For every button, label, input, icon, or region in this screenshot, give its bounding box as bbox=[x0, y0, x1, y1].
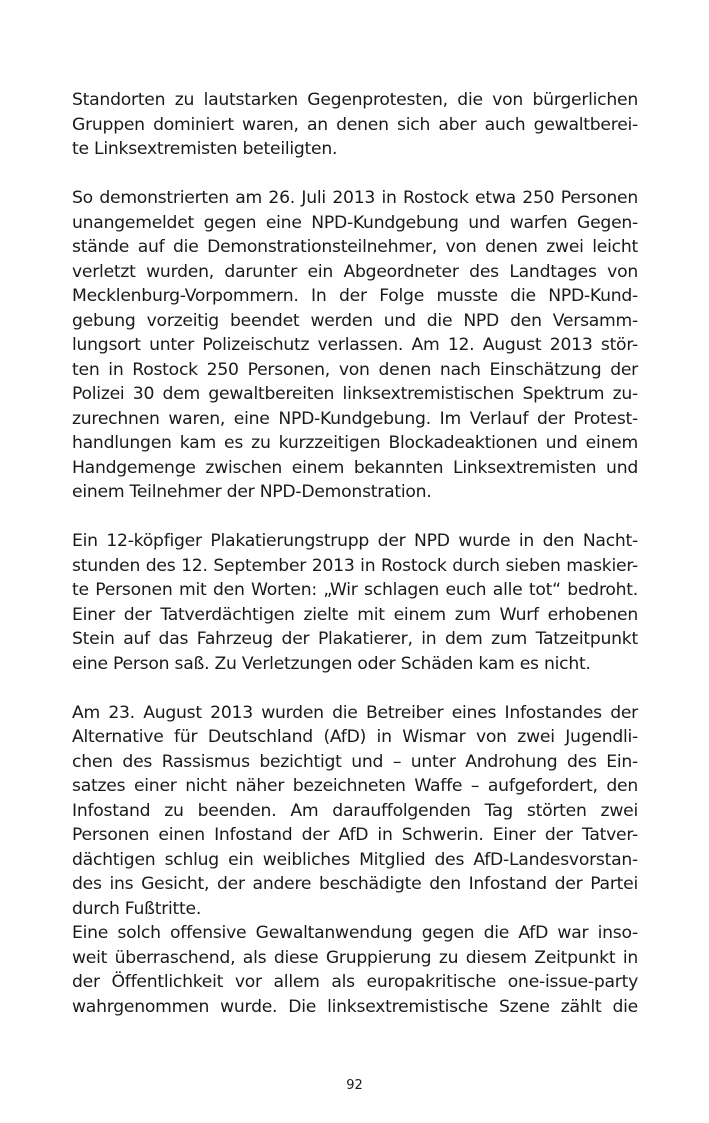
page-body bbox=[72, 88, 638, 1019]
text-line: lungsort unter Polizeischutz verlassen. Am 12. August 2013 stör- bbox=[72, 335, 638, 355]
text-line: Gruppen dominiert waren, an denen sich aber auch gewaltberei- bbox=[72, 114, 638, 135]
text-line: Ein 12-köpfiger Plakatierungstrupp der NPD wurde in den Nacht- bbox=[72, 531, 638, 551]
paragraph-2 bbox=[72, 186, 638, 505]
text-line: dächtigen schlug ein weibliches Mitglied des AfD-Landesvorstan- bbox=[72, 849, 638, 870]
text-line: Am 23. August 2013 wurden die Betreiber eines Infostandes der bbox=[72, 702, 638, 723]
text-line: Mecklenburg-Vorpommern. In der Folge musste die NPD-Kund- bbox=[72, 286, 638, 306]
text-line: te Linksextremisten beteiligten. bbox=[72, 139, 338, 159]
text-line: gebung vorzeitig beendet werden und die NPD den Versamm- bbox=[72, 310, 638, 331]
text-line: So demonstrierten am 26. Juli 2013 in Rostock etwa 250 Personen bbox=[72, 188, 638, 208]
text-line: eine Person saß. Zu Verletzungen oder Schäden kam es nicht. bbox=[72, 653, 591, 674]
text-line: verletzt wurden, darunter ein Abgeordneter des Landtages von bbox=[72, 261, 638, 282]
text-line: weit überraschend, als diese Gruppierung zu diesem Zeitpunkt in bbox=[72, 947, 638, 968]
text-line: Stein auf das Fahrzeug der Plakatierer, in dem zum Tatzeitpunkt bbox=[72, 629, 638, 649]
text-line: unangemeldet gegen eine NPD-Kundgebung und warfen Gegen- bbox=[72, 212, 638, 233]
paragraph-gap bbox=[72, 676, 638, 701]
text-line: Personen einen Infostand der AfD in Schwerin. Einer der Tatver- bbox=[72, 825, 638, 845]
text-line: ten in Rostock 250 Personen, von denen nach Einschätzung der bbox=[72, 359, 638, 380]
page-number: 92 bbox=[346, 1078, 363, 1093]
text-line: Infostand zu beenden. Am darauffolgenden Tag störten zwei bbox=[72, 800, 638, 821]
paragraph-5 bbox=[72, 921, 638, 1019]
text-line: Handgemenge zwischen einem bekannten Linksextremisten und bbox=[72, 457, 638, 478]
text-line: satzes einer nicht näher bezeichneten Waffe – aufgefordert, den bbox=[72, 776, 638, 796]
paragraph-gap bbox=[72, 162, 638, 187]
paragraph-3 bbox=[72, 529, 638, 676]
text-line: zurechnen waren, eine NPD-Kundgebung. Im Verlauf der Protest- bbox=[72, 408, 638, 429]
text-line: te Personen mit den Worten: „Wir schlagen euch alle tot“ bedroht. bbox=[72, 580, 638, 600]
text-line: durch Fußtritte. bbox=[72, 898, 202, 919]
text-line: stände auf die Demonstrationsteilnehmer, von denen zwei leicht bbox=[72, 237, 638, 257]
paragraph-gap bbox=[72, 505, 638, 530]
text-line: Einer der Tatverdächtigen zielte mit einem zum Wurf erhobenen bbox=[72, 604, 638, 625]
paragraph-1 bbox=[72, 88, 638, 162]
text-line: Polizei 30 dem gewaltbereiten linksextremistischen Spektrum zu- bbox=[72, 384, 638, 404]
text-line: Eine solch offensive Gewaltanwendung gegen die AfD war inso- bbox=[72, 923, 638, 943]
text-line: chen des Rassismus bezichtigt und – unter Androhung des Ein- bbox=[72, 751, 638, 772]
text-line: Standorten zu lautstarken Gegenprotesten, die von bürgerlichen bbox=[72, 90, 638, 110]
text-line: handlungen kam es zu kurzzeitigen Blockadeaktionen und einem bbox=[72, 433, 638, 453]
text-line: wahrgenommen wurde. Die linksextremistische Szene zählt die bbox=[72, 996, 638, 1017]
text-line: einem Teilnehmer der NPD-Demonstration. bbox=[72, 482, 432, 502]
text-line: Alternative für Deutschland (AfD) in Wismar von zwei Jugendli- bbox=[72, 727, 638, 747]
text-line: des ins Gesicht, der andere beschädigte den Infostand der Partei bbox=[72, 874, 638, 894]
text-line: der Öffentlichkeit vor allem als europakritische one-issue-party bbox=[72, 972, 638, 992]
text-line: stunden des 12. September 2013 in Rostock durch sieben maskier- bbox=[72, 555, 638, 576]
paragraph-4 bbox=[72, 701, 638, 922]
